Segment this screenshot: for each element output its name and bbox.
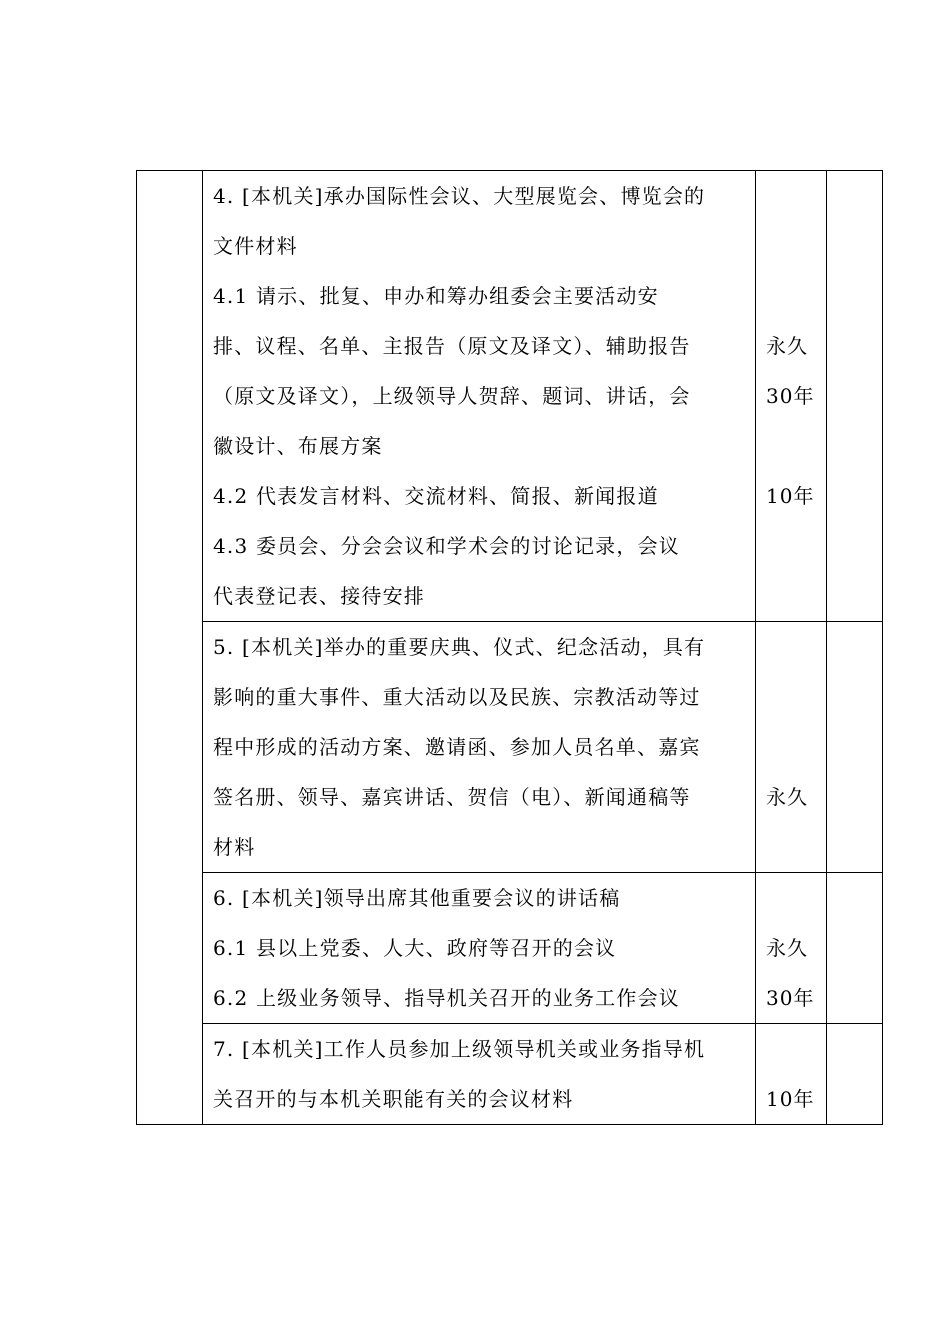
remarks-cell [827,171,883,622]
term-line [766,672,826,722]
desc-line: 影响的重大事件、重大活动以及民族、宗教活动等过 [213,685,701,709]
desc-line: 6. [本机关]领导出席其他重要会议的讲话稿 [213,886,621,910]
desc-line: 6.1 县以上党委、人大、政府等召开的会议 [213,936,617,960]
term-line: 永久 [766,334,808,358]
term-line: 30年 [766,986,815,1010]
item-description-cell [203,873,756,1024]
desc-line: 代表登记表、接待安排 [213,584,425,608]
term-line [766,1024,826,1074]
retention-period-cell [756,171,827,622]
term-line: 30年 [766,384,815,408]
retention-period-cell [756,873,827,1024]
term-line [766,221,826,271]
item-number: 4.1 请示、批复、申办和筹办组委会主要活动安 [213,284,659,308]
table-row [137,622,883,873]
remarks-cell [827,1024,883,1125]
term-line [766,873,826,923]
item-description-cell [203,1024,756,1125]
remarks-cell [827,622,883,873]
desc-line: 徽设计、布展方案 [213,434,383,458]
retention-schedule-table [136,170,883,1125]
desc-line [213,271,755,321]
term-line: 10年 [766,484,815,508]
desc-line: 6.2 上级业务领导、指导机关召开的业务工作会议 [213,986,680,1010]
desc-line: 排、议程、名单、主报告（原文及译文）、辅助报告 [213,334,691,358]
table-row [137,873,883,1024]
desc-line: 4. [本机关]承办国际性会议、大型展览会、博览会的 [213,184,706,208]
desc-line: 7. [本机关]工作人员参加上级领导机关或业务指导机 [213,1037,706,1061]
term-line [766,822,826,872]
item-description-cell [203,171,756,622]
desc-line: 程中形成的活动方案、邀请函、参加人员名单、嘉宾 [213,735,701,759]
term-line [766,171,826,221]
item-description-cell [203,622,756,873]
table-row [137,1024,883,1125]
term-line [766,622,826,672]
term-line [766,571,826,621]
desc-line: 5. [本机关]举办的重要庆典、仪式、纪念活动，具有 [213,635,706,659]
desc-line: 材料 [213,835,256,859]
term-line: 永久 [766,785,808,809]
category-cell [137,171,203,1125]
desc-line: 4.2 代表发言材料、交流材料、简报、新闻报道 [213,484,659,508]
remarks-cell [827,873,883,1024]
term-line [766,521,826,571]
table-row [137,171,883,622]
term-line: 10年 [766,1087,815,1111]
term-line [766,421,826,471]
term-line [766,271,826,321]
retention-period-cell [756,622,827,873]
desc-line: （原文及译文），上级领导人贺辞、题词、讲话，会 [213,384,691,408]
desc-line: 文件材料 [213,234,298,258]
desc-line: 签名册、领导、嘉宾讲话、贺信（电）、新闻通稿等 [213,785,691,809]
term-line: 永久 [766,936,808,960]
desc-line: 4.3 委员会、分会会议和学术会的讨论记录，会议 [213,534,680,558]
term-line [766,722,826,772]
desc-line: 关召开的与本机关职能有关的会议材料 [213,1087,574,1111]
retention-period-cell [756,1024,827,1125]
